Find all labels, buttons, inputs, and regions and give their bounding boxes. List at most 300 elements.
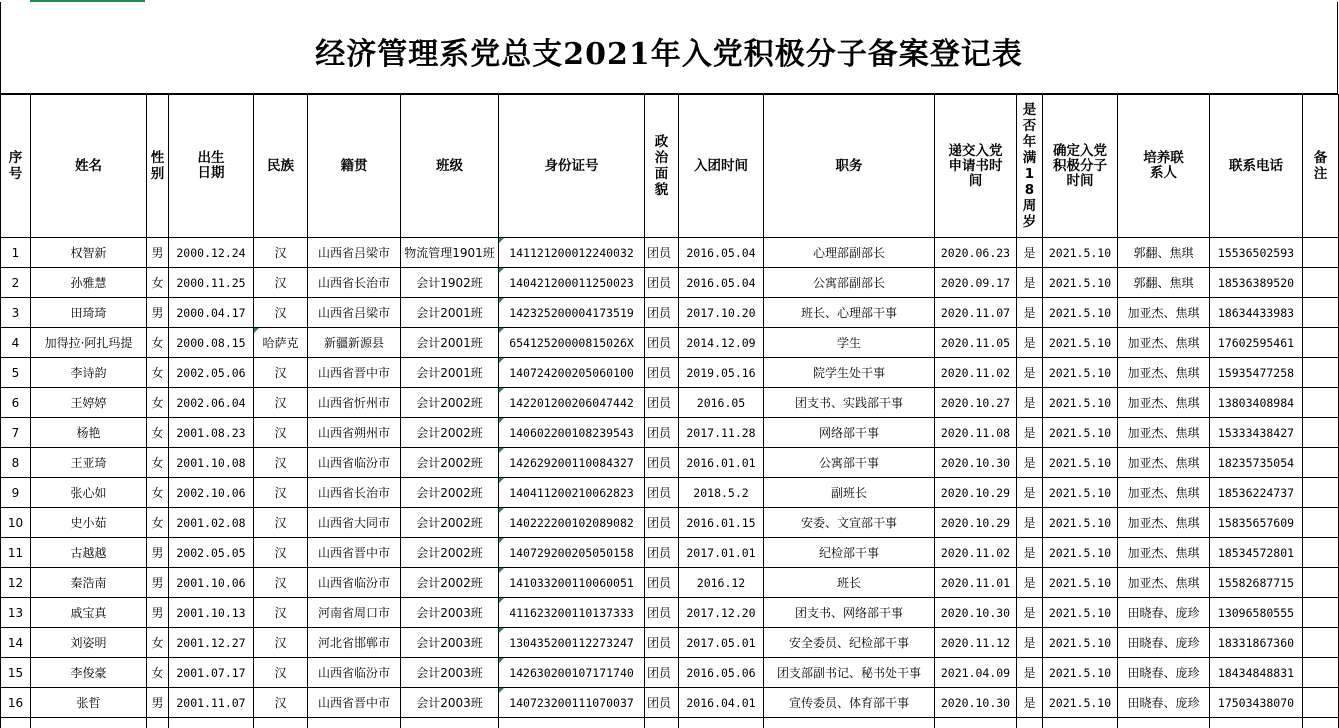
cell-class[interactable]: 会计2003班 [401, 688, 499, 718]
cell-position[interactable]: 公寓部干事 [764, 448, 935, 478]
cell-league[interactable]: 2017.11.28 [679, 418, 764, 448]
cell-league[interactable]: 2016.05.04 [679, 238, 764, 268]
cell-league[interactable]: 2016.05.06 [679, 658, 764, 688]
cell-political[interactable]: 团员 [645, 448, 679, 478]
cell-phone[interactable]: 17503438070 [1210, 688, 1303, 718]
cell-native[interactable]: 山西省晋中市 [308, 538, 401, 568]
cell-birth[interactable]: 2000.08.15 [169, 328, 254, 358]
cell-remark[interactable] [1303, 658, 1339, 688]
cell-position[interactable]: 副班长 [764, 478, 935, 508]
cell-age18[interactable]: 是 [1017, 238, 1043, 268]
cell-class[interactable]: 会计2002班 [401, 388, 499, 418]
cell-class[interactable]: 会计2002班 [401, 508, 499, 538]
cell-birth[interactable]: 2000.12.24 [169, 238, 254, 268]
cell-apply[interactable]: 2020.11.08 [935, 418, 1017, 448]
cell-class[interactable]: 会计2002班 [401, 538, 499, 568]
cell-confirm[interactable]: 2021.5.10 [1043, 448, 1118, 478]
cell-native[interactable]: 山西省临汾市 [308, 658, 401, 688]
cell-native[interactable]: 河南省周口市 [308, 598, 401, 628]
cell-age18[interactable]: 是 [1017, 628, 1043, 658]
header-birth[interactable]: 出生日期 [169, 95, 254, 238]
cell-seq[interactable]: 3 [1, 298, 31, 328]
cell-phone[interactable]: 18634433983 [1210, 298, 1303, 328]
cell-remark[interactable] [1303, 508, 1339, 538]
cell-ethnicity[interactable]: 汉 [254, 568, 308, 598]
cell-confirm[interactable]: 2021.5.10 [1043, 658, 1118, 688]
cell-league[interactable]: 2016.05 [679, 388, 764, 418]
cell-contact[interactable]: 田晓春、庞珍 [1118, 628, 1210, 658]
cell-gender[interactable]: 男 [147, 568, 169, 598]
cell-age18[interactable]: 是 [1017, 358, 1043, 388]
cell-seq[interactable]: 5 [1, 358, 31, 388]
cell-class[interactable]: 会计2003班 [401, 628, 499, 658]
cell-remark[interactable] [1303, 268, 1339, 298]
cell-political[interactable]: 团员 [645, 358, 679, 388]
cell-native[interactable]: 山西省临汾市 [308, 448, 401, 478]
cell-seq[interactable]: 1 [1, 238, 31, 268]
cell-native[interactable]: 山西省吕梁市 [308, 298, 401, 328]
cell-ethnicity[interactable]: 汉 [254, 538, 308, 568]
cell-id[interactable]: 140729200205050158 [499, 538, 645, 568]
cell-confirm[interactable]: 2021.5.10 [1043, 508, 1118, 538]
cell-apply[interactable]: 2020.10.30 [935, 448, 1017, 478]
cell-birth[interactable]: 2001.08.23 [169, 418, 254, 448]
cell-phone[interactable]: 17602595461 [1210, 328, 1303, 358]
cell-name[interactable]: 史小茹 [31, 508, 147, 538]
cell-remark[interactable] [1303, 358, 1339, 388]
cell-native[interactable]: 新疆新源县 [308, 328, 401, 358]
cell-contact[interactable]: 田晓春、庞珍 [1118, 658, 1210, 688]
cell-confirm[interactable]: 2021.5.10 [1043, 388, 1118, 418]
cell-ethnicity[interactable]: 汉 [254, 688, 308, 718]
cell-gender[interactable]: 女 [147, 328, 169, 358]
cell-contact[interactable]: 加亚杰、焦琪 [1118, 358, 1210, 388]
cell-gender[interactable]: 女 [147, 448, 169, 478]
cell-id[interactable]: 65412520000815026X [499, 328, 645, 358]
cell-remark[interactable] [1303, 598, 1339, 628]
cell-age18[interactable]: 是 [1017, 388, 1043, 418]
cell-age18[interactable]: 是 [1017, 478, 1043, 508]
cell-confirm[interactable]: 2021.5.10 [1043, 688, 1118, 718]
cell-political[interactable]: 团员 [645, 598, 679, 628]
cell-confirm[interactable]: 2021.5.10 [1043, 628, 1118, 658]
cell-league[interactable]: 2018.5.2 [679, 478, 764, 508]
cell-apply[interactable]: 2020.11.07 [935, 298, 1017, 328]
cell-confirm[interactable]: 2021.5.10 [1043, 538, 1118, 568]
cell-apply[interactable]: 2020.10.30 [935, 598, 1017, 628]
cell-position[interactable]: 团支书、实践部干事 [764, 388, 935, 418]
cell-apply[interactable]: 2020.10.29 [935, 508, 1017, 538]
cell-birth[interactable]: 2001.11.07 [169, 688, 254, 718]
cell-ethnicity[interactable]: 汉 [254, 628, 308, 658]
cell-native[interactable]: 山西省朔州市 [308, 418, 401, 448]
cell-class[interactable]: 会计2001班 [401, 328, 499, 358]
cell-name[interactable]: 田琦琦 [31, 298, 147, 328]
cell-remark[interactable] [1303, 328, 1339, 358]
cell-league[interactable]: 2016.01.01 [679, 448, 764, 478]
cell-name[interactable]: 孙雅慧 [31, 268, 147, 298]
cell-age18[interactable]: 是 [1017, 688, 1043, 718]
cell-class[interactable]: 会计1902班 [401, 268, 499, 298]
cell-apply[interactable]: 2020.11.02 [935, 538, 1017, 568]
cell-position[interactable]: 团支书、网络部干事 [764, 598, 935, 628]
cell-apply[interactable]: 2020.06.23 [935, 238, 1017, 268]
cell-id[interactable]: 140411200210062823 [499, 478, 645, 508]
cell-phone[interactable]: 18434848831 [1210, 658, 1303, 688]
cell-confirm[interactable]: 2021.5.10 [1043, 268, 1118, 298]
cell-remark[interactable] [1303, 238, 1339, 268]
cell-position[interactable]: 纪检部干事 [764, 538, 935, 568]
cell-id[interactable]: 130435200112273247 [499, 628, 645, 658]
cell-class[interactable]: 会计2002班 [401, 478, 499, 508]
cell-phone[interactable]: 13803408984 [1210, 388, 1303, 418]
cell-birth[interactable]: 2001.12.27 [169, 628, 254, 658]
cell-id[interactable]: 140602200108239543 [499, 418, 645, 448]
cell-political[interactable]: 团员 [645, 328, 679, 358]
cell-age18[interactable]: 是 [1017, 538, 1043, 568]
cell-birth[interactable]: 2001.10.13 [169, 598, 254, 628]
table-row [1, 508, 1339, 538]
cell-age18[interactable]: 是 [1017, 448, 1043, 478]
cell-league[interactable]: 2016.12 [679, 568, 764, 598]
cell-contact[interactable]: 郭翻、焦琪 [1118, 268, 1210, 298]
cell-remark[interactable] [1303, 298, 1339, 328]
cell-contact[interactable]: 加亚杰、焦琪 [1118, 538, 1210, 568]
cell-position[interactable]: 学生 [764, 328, 935, 358]
cell-league[interactable]: 2016.01.15 [679, 508, 764, 538]
cell-ethnicity[interactable]: 汉 [254, 478, 308, 508]
cell-age18[interactable]: 是 [1017, 298, 1043, 328]
cell-contact[interactable]: 加亚杰、焦琪 [1118, 448, 1210, 478]
cell-political[interactable]: 团员 [645, 688, 679, 718]
cell-class[interactable]: 会计2002班 [401, 418, 499, 448]
cell-id[interactable]: 411623200110137333 [499, 598, 645, 628]
cell-birth[interactable]: 2001.02.08 [169, 508, 254, 538]
cell-id[interactable]: 142325200004173519 [499, 298, 645, 328]
cell-confirm[interactable]: 2021.5.10 [1043, 298, 1118, 328]
cell-gender[interactable]: 女 [147, 508, 169, 538]
header-ethnicity[interactable]: 民族 [254, 95, 308, 238]
cell-gender[interactable]: 女 [147, 268, 169, 298]
cell-native[interactable]: 山西省吕梁市 [308, 238, 401, 268]
table-row [1, 268, 1339, 298]
cell-political[interactable]: 团员 [645, 238, 679, 268]
cell-gender[interactable]: 女 [147, 358, 169, 388]
cell-class[interactable]: 会计2002班 [401, 568, 499, 598]
cell-ethnicity[interactable]: 汉 [254, 388, 308, 418]
cell-political[interactable]: 团员 [645, 538, 679, 568]
cell-ethnicity[interactable]: 汉 [254, 658, 308, 688]
cell-apply[interactable]: 2021.04.09 [935, 658, 1017, 688]
cell-gender[interactable]: 男 [147, 298, 169, 328]
cell-apply[interactable]: 2020.11.05 [935, 328, 1017, 358]
cell-league[interactable]: 2017.12.20 [679, 598, 764, 628]
table-row [1, 328, 1339, 358]
cell-ethnicity[interactable]: 汉 [254, 268, 308, 298]
cell-age18[interactable]: 是 [1017, 658, 1043, 688]
cell-apply[interactable]: 2020.11.01 [935, 568, 1017, 598]
cell-political[interactable]: 团员 [645, 568, 679, 598]
cell-native[interactable]: 山西省长治市 [308, 478, 401, 508]
cell-class[interactable]: 会计2001班 [401, 298, 499, 328]
cell-gender[interactable]: 男 [147, 238, 169, 268]
cell-ethnicity[interactable]: 汉 [254, 508, 308, 538]
header-contact[interactable]: 培养联系人 [1118, 95, 1210, 238]
cell-id[interactable]: 140222200102089082 [499, 508, 645, 538]
cell-confirm[interactable]: 2021.5.10 [1043, 358, 1118, 388]
cell-political[interactable]: 团员 [645, 658, 679, 688]
cell-name[interactable]: 戚宝真 [31, 598, 147, 628]
cell-seq[interactable]: 2 [1, 268, 31, 298]
cell-league[interactable]: 2017.10.20 [679, 298, 764, 328]
cell-league[interactable]: 2017.05.01 [679, 628, 764, 658]
cell-native[interactable]: 山西省长治市 [308, 268, 401, 298]
cell-name[interactable]: 刘姿明 [31, 628, 147, 658]
cell-birth[interactable]: 2001.10.08 [169, 448, 254, 478]
cell-remark[interactable] [1303, 418, 1339, 448]
cell-age18[interactable]: 是 [1017, 568, 1043, 598]
header-age18[interactable]: 是否年满18周岁 [1017, 95, 1043, 238]
page-title: 经济管理系党总支2021年入党积极分子备案登记表 [315, 23, 1023, 73]
cell-confirm[interactable]: 2021.5.10 [1043, 238, 1118, 268]
cell-contact[interactable]: 加亚杰、焦琪 [1118, 568, 1210, 598]
cell-name[interactable]: 杨艳 [31, 418, 147, 448]
cell-position[interactable]: 班长 [764, 568, 935, 598]
cell-apply[interactable]: 2020.10.29 [935, 478, 1017, 508]
cell-ethnicity[interactable]: 哈萨克 [254, 328, 308, 358]
cell-ethnicity[interactable]: 汉 [254, 358, 308, 388]
cell-seq[interactable]: 7 [1, 418, 31, 448]
cell-id[interactable]: 141121200012240032 [499, 238, 645, 268]
cell-class[interactable]: 物流管理1901班 [401, 238, 499, 268]
header-class[interactable]: 班级 [401, 95, 499, 238]
cell-ethnicity[interactable]: 汉 [254, 598, 308, 628]
header-apply[interactable]: 递交入党申请书时间 [935, 95, 1017, 238]
cell-political[interactable]: 团员 [645, 268, 679, 298]
cell-name[interactable]: 王婷婷 [31, 388, 147, 418]
cell-id[interactable]: 142201200206047442 [499, 388, 645, 418]
cell-contact[interactable]: 加亚杰、焦琪 [1118, 508, 1210, 538]
cell-position[interactable]: 班长、心理部干事 [764, 298, 935, 328]
cell-apply[interactable]: 2020.11.02 [935, 358, 1017, 388]
cell-political[interactable]: 团员 [645, 508, 679, 538]
cell-seq[interactable]: 4 [1, 328, 31, 358]
header-id[interactable]: 身份证号 [499, 95, 645, 238]
cell-seq[interactable]: 14 [1, 628, 31, 658]
cell-apply[interactable]: 2020.10.27 [935, 388, 1017, 418]
cell-position[interactable]: 安全委员、纪检部干事 [764, 628, 935, 658]
cell-phone[interactable]: 15582687715 [1210, 568, 1303, 598]
cell-confirm[interactable]: 2021.5.10 [1043, 598, 1118, 628]
cell-confirm[interactable]: 2021.5.10 [1043, 418, 1118, 448]
cell-phone[interactable]: 15333438427 [1210, 418, 1303, 448]
cell-name[interactable]: 李俊豪 [31, 658, 147, 688]
cell-birth[interactable]: 2002.05.06 [169, 358, 254, 388]
cell-league[interactable]: 2019.05.16 [679, 358, 764, 388]
cell-remark[interactable] [1303, 388, 1339, 418]
cell-position[interactable]: 团支部副书记、秘书处干事 [764, 658, 935, 688]
cell-political[interactable]: 团员 [645, 628, 679, 658]
cell-id[interactable]: 140724200205060100 [499, 358, 645, 388]
cell-age18[interactable]: 是 [1017, 268, 1043, 298]
header-political[interactable]: 政治面貌 [645, 95, 679, 238]
header-gender[interactable]: 性别 [147, 95, 169, 238]
cell-class[interactable]: 会计2003班 [401, 658, 499, 688]
table-row [1, 568, 1339, 598]
cell-position[interactable]: 安委、文宣部干事 [764, 508, 935, 538]
cell-native[interactable]: 山西省晋中市 [308, 358, 401, 388]
cell-seq[interactable]: 11 [1, 538, 31, 568]
cell-seq[interactable]: 10 [1, 508, 31, 538]
table-row [1, 448, 1339, 478]
cell-gender[interactable]: 女 [147, 658, 169, 688]
cell-apply[interactable]: 2020.11.12 [935, 628, 1017, 658]
cell-birth[interactable]: 2000.04.17 [169, 298, 254, 328]
cell-phone[interactable]: 15536502593 [1210, 238, 1303, 268]
table-row [1, 538, 1339, 568]
cell-phone[interactable]: 18536389520 [1210, 268, 1303, 298]
cell-seq[interactable]: 9 [1, 478, 31, 508]
cell-seq[interactable]: 12 [1, 568, 31, 598]
cell-age18[interactable]: 是 [1017, 418, 1043, 448]
header-league[interactable]: 入团时间 [679, 95, 764, 238]
cell-name[interactable]: 古越越 [31, 538, 147, 568]
cell-birth[interactable]: 2001.07.17 [169, 658, 254, 688]
cell-contact[interactable]: 加亚杰、焦琪 [1118, 418, 1210, 448]
cell-gender[interactable]: 女 [147, 418, 169, 448]
cell-age18[interactable]: 是 [1017, 598, 1043, 628]
cell-phone[interactable]: 18235735054 [1210, 448, 1303, 478]
cell-native[interactable]: 山西省晋中市 [308, 688, 401, 718]
cell-contact[interactable]: 加亚杰、焦琪 [1118, 478, 1210, 508]
cell-class[interactable]: 会计2003班 [401, 598, 499, 628]
cell-name[interactable]: 加得拉·阿扎玛提 [31, 328, 147, 358]
cell-position[interactable]: 院学生处干事 [764, 358, 935, 388]
cell-seq[interactable]: 15 [1, 658, 31, 688]
header-remark[interactable]: 备注 [1303, 95, 1339, 238]
cell-id[interactable]: 140723200111070037 [499, 688, 645, 718]
cell-native[interactable]: 山西省临汾市 [308, 568, 401, 598]
cell-league[interactable]: 2017.01.01 [679, 538, 764, 568]
cell-ethnicity[interactable]: 汉 [254, 238, 308, 268]
table-row [1, 688, 1339, 718]
cell-seq[interactable]: 6 [1, 388, 31, 418]
cell-political[interactable]: 团员 [645, 298, 679, 328]
cell-contact[interactable]: 田晓春、庞珍 [1118, 598, 1210, 628]
cell-gender[interactable]: 女 [147, 388, 169, 418]
cell-contact[interactable]: 郭翻、焦琪 [1118, 238, 1210, 268]
cell-league[interactable]: 2014.12.09 [679, 328, 764, 358]
cell-contact[interactable]: 加亚杰、焦琪 [1118, 388, 1210, 418]
header-native[interactable]: 籍贯 [308, 95, 401, 238]
cell-age18[interactable]: 是 [1017, 328, 1043, 358]
cell-name[interactable]: 秦浩南 [31, 568, 147, 598]
cell-phone[interactable]: 18536224737 [1210, 478, 1303, 508]
cell-contact[interactable]: 田晓春、庞珍 [1118, 688, 1210, 718]
cell-birth[interactable]: 2002.06.04 [169, 388, 254, 418]
cell-gender[interactable]: 女 [147, 628, 169, 658]
cell-confirm[interactable]: 2021.5.10 [1043, 568, 1118, 598]
cell-position[interactable]: 宣传委员、体育部干事 [764, 688, 935, 718]
cell-political[interactable]: 团员 [645, 478, 679, 508]
cell-birth[interactable]: 2001.10.06 [169, 568, 254, 598]
cell-position[interactable]: 公寓部副部长 [764, 268, 935, 298]
cell-phone[interactable]: 13096580555 [1210, 598, 1303, 628]
cell-phone[interactable]: 15835657609 [1210, 508, 1303, 538]
cell-name[interactable]: 张心如 [31, 478, 147, 508]
header-confirm[interactable]: 确定入党积极分子时间 [1043, 95, 1118, 238]
cell-remark[interactable] [1303, 628, 1339, 658]
cell-seq[interactable]: 8 [1, 448, 31, 478]
cell-remark[interactable] [1303, 478, 1339, 508]
cell-name[interactable]: 张哲 [31, 688, 147, 718]
cell-political[interactable]: 团员 [645, 388, 679, 418]
cell-remark[interactable] [1303, 688, 1339, 718]
cell-political[interactable]: 团员 [645, 418, 679, 448]
title-cell[interactable] [0, 2, 1338, 94]
cell-phone[interactable]: 18331867360 [1210, 628, 1303, 658]
cell-birth[interactable]: 2002.05.05 [169, 538, 254, 568]
header-name[interactable]: 姓名 [31, 95, 147, 238]
cell-ethnicity[interactable]: 汉 [254, 418, 308, 448]
cell-name[interactable]: 李诗韵 [31, 358, 147, 388]
cell-name[interactable]: 权智新 [31, 238, 147, 268]
cell-apply[interactable]: 2020.09.17 [935, 268, 1017, 298]
cell-position[interactable]: 心理部副部长 [764, 238, 935, 268]
cell-ethnicity[interactable]: 汉 [254, 448, 308, 478]
cell-birth[interactable]: 2002.10.06 [169, 478, 254, 508]
header-phone[interactable]: 联系电话 [1210, 95, 1303, 238]
cell-native[interactable]: 河北省邯郸市 [308, 628, 401, 658]
cell-seq[interactable]: 13 [1, 598, 31, 628]
cell-remark[interactable] [1303, 568, 1339, 598]
cell-gender[interactable]: 男 [147, 538, 169, 568]
table-row [1, 238, 1339, 268]
cell-phone[interactable]: 18534572801 [1210, 538, 1303, 568]
header-row [1, 95, 1339, 238]
cell-id[interactable]: 141033200110060051 [499, 568, 645, 598]
header-position[interactable]: 职务 [764, 95, 935, 238]
cell-id[interactable]: 142630200107171740 [499, 658, 645, 688]
cell-league[interactable]: 2016.05.04 [679, 268, 764, 298]
cell-apply[interactable]: 2020.10.30 [935, 688, 1017, 718]
cell-contact[interactable]: 加亚杰、焦琪 [1118, 298, 1210, 328]
cell-birth[interactable]: 2000.11.25 [169, 268, 254, 298]
cell-native[interactable]: 山西省忻州市 [308, 388, 401, 418]
cell-native[interactable]: 山西省大同市 [308, 508, 401, 538]
cell-name[interactable]: 王亚琦 [31, 448, 147, 478]
cell-remark[interactable] [1303, 538, 1339, 568]
cell-gender[interactable]: 女 [147, 478, 169, 508]
cell-id[interactable]: 142629200110084327 [499, 448, 645, 478]
cell-confirm[interactable]: 2021.5.10 [1043, 328, 1118, 358]
cell-gender[interactable]: 男 [147, 598, 169, 628]
cell-league[interactable]: 2016.04.01 [679, 688, 764, 718]
cell-phone[interactable]: 15935477258 [1210, 358, 1303, 388]
cell-remark[interactable] [1303, 448, 1339, 478]
cell-age18[interactable]: 是 [1017, 508, 1043, 538]
cell-seq[interactable]: 16 [1, 688, 31, 718]
cell-gender[interactable]: 男 [147, 688, 169, 718]
header-seq[interactable]: 序号 [1, 95, 31, 238]
cell-ethnicity[interactable]: 汉 [254, 298, 308, 328]
cell-class[interactable]: 会计2001班 [401, 358, 499, 388]
cell-class[interactable]: 会计2002班 [401, 448, 499, 478]
cell-position[interactable]: 网络部干事 [764, 418, 935, 448]
cell-confirm[interactable]: 2021.5.10 [1043, 478, 1118, 508]
cell-id[interactable]: 140421200011250023 [499, 268, 645, 298]
cell-contact[interactable]: 加亚杰、焦琪 [1118, 328, 1210, 358]
